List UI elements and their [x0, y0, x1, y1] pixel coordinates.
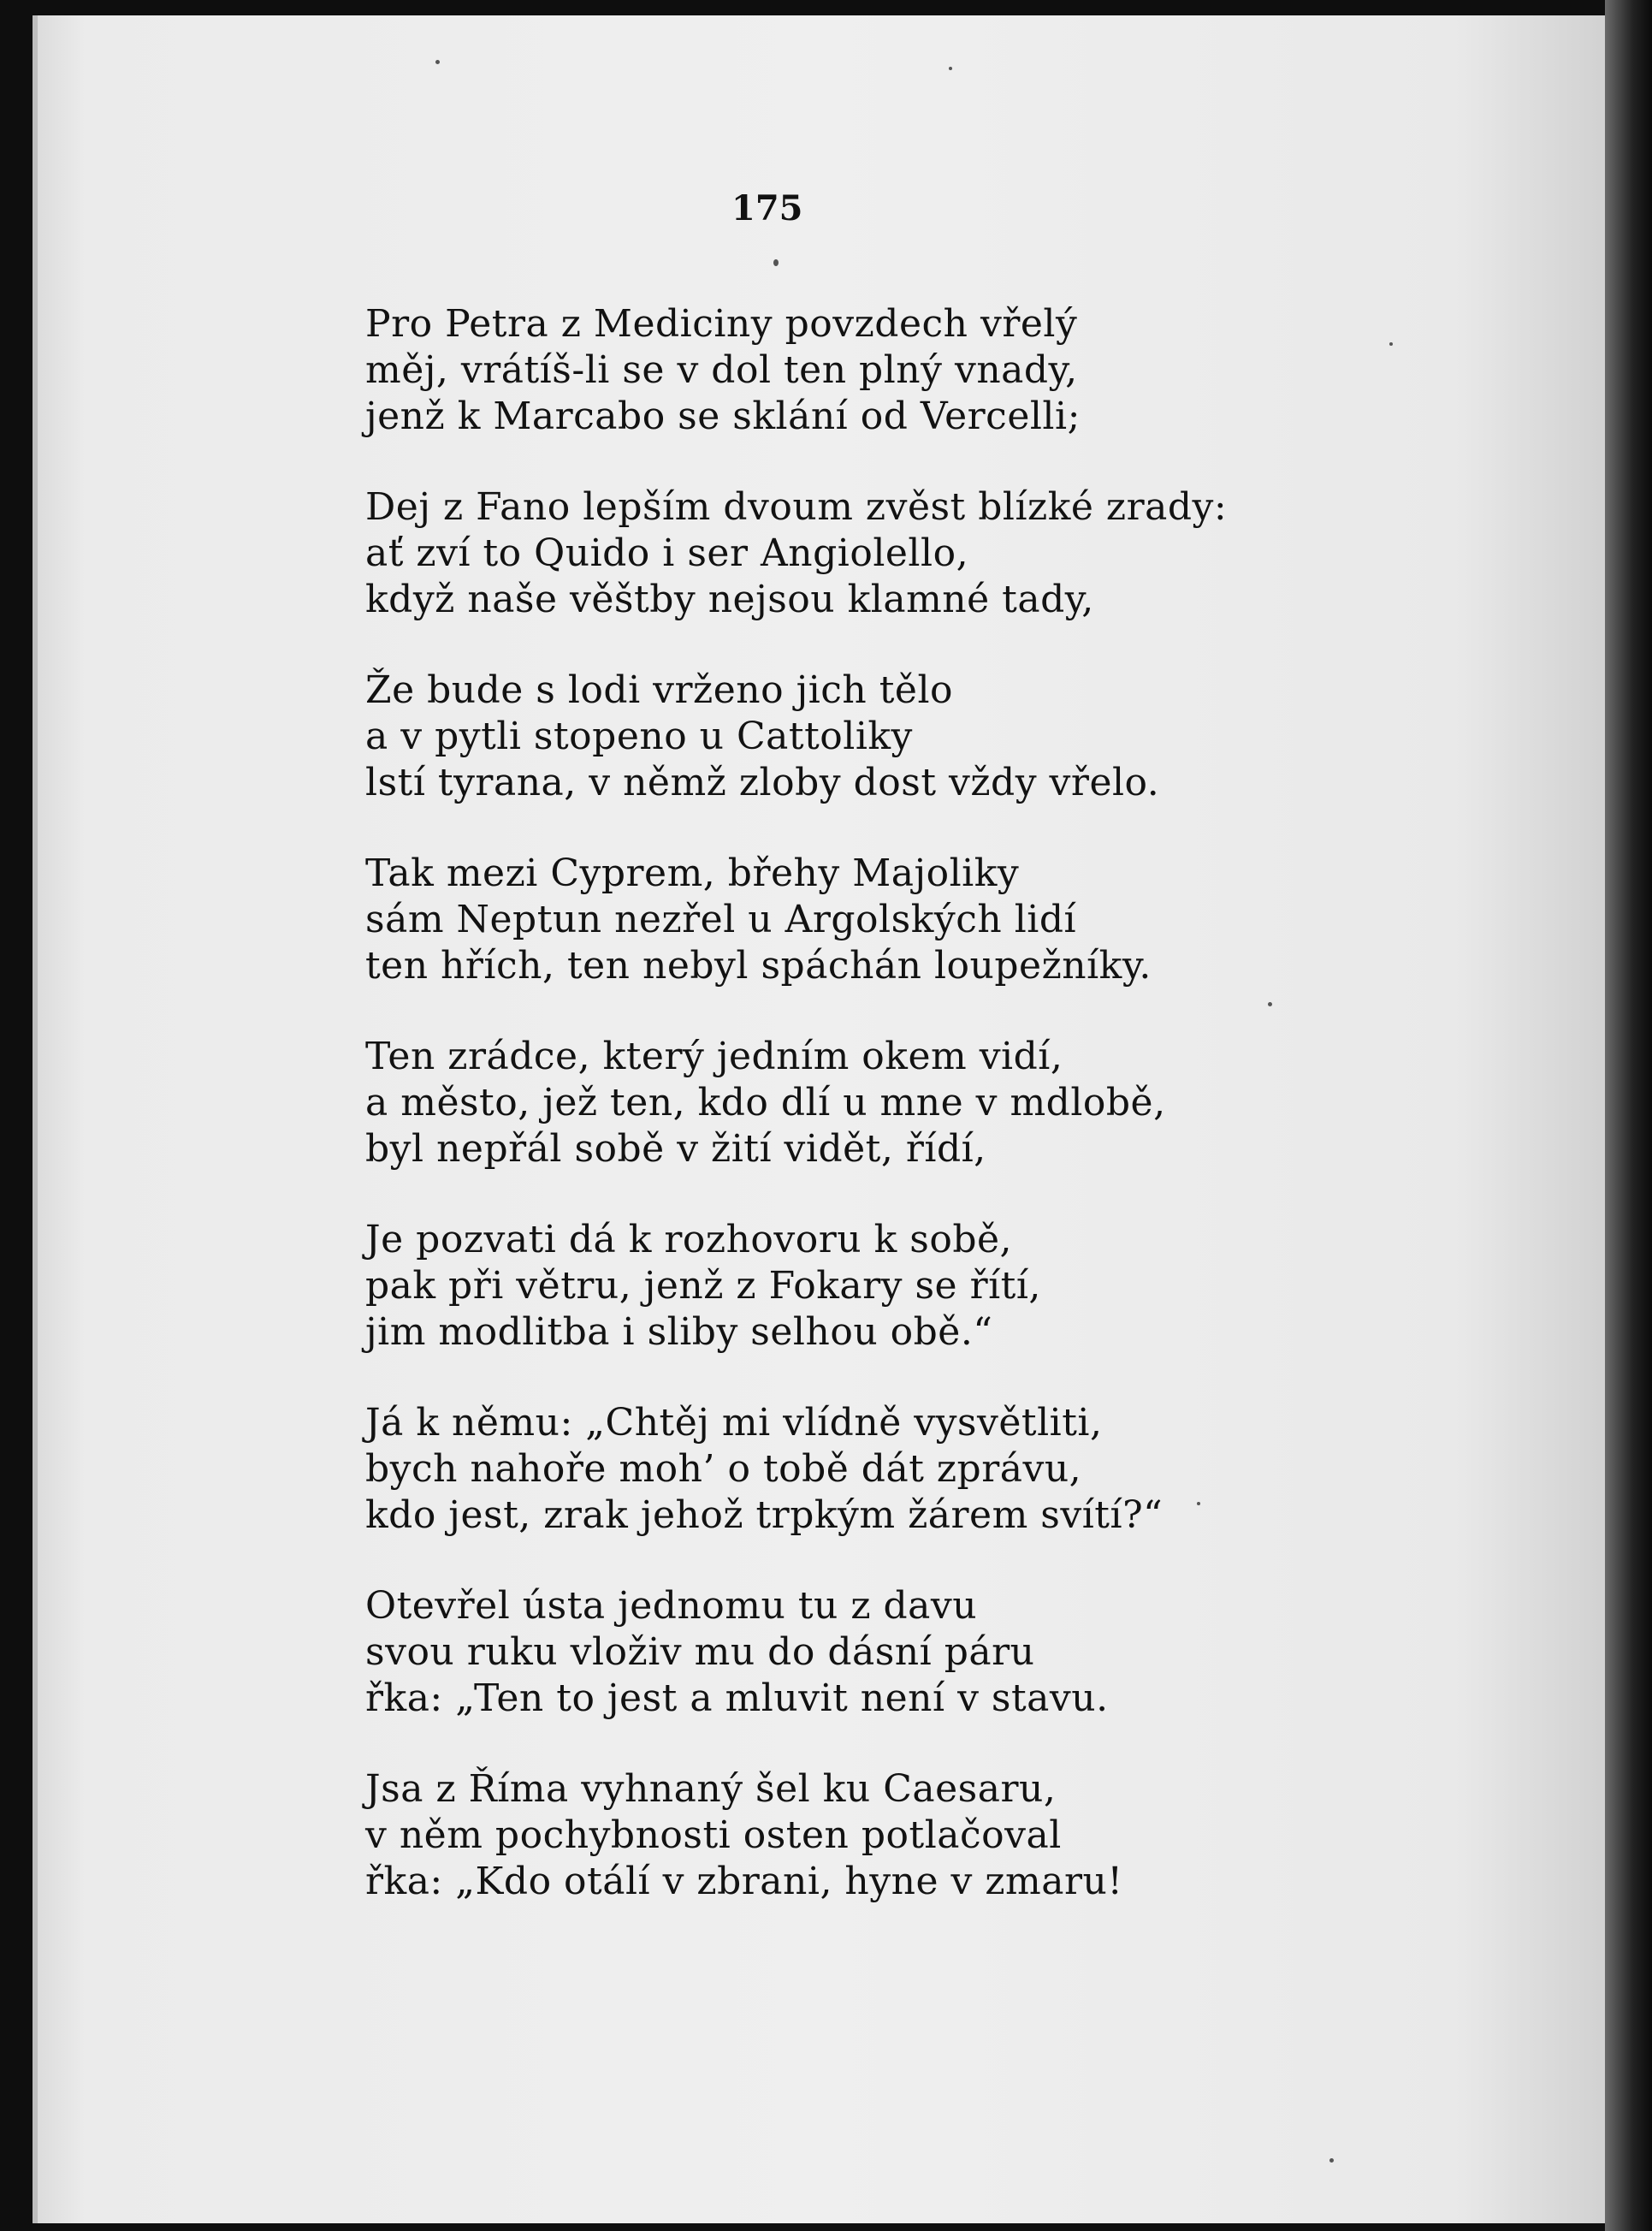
paper-speck — [1329, 2158, 1334, 2163]
stanza — [365, 1400, 1349, 1539]
stanza — [365, 1217, 1349, 1356]
verse-line: Já k němu: „Chtěj mi vlídně vysvětliti, — [365, 1401, 1103, 1445]
verse-line: ten hřích, ten nebyl spáchán loupežníky. — [365, 944, 1152, 988]
verse-line: bych nahoře moh’ o tobě dát zprávu, — [365, 1447, 1082, 1491]
verse-line: jenž k Marcabo se sklání od Vercelli; — [365, 395, 1081, 438]
verse-line: Jsa z Říma vyhnaný šel ku Caesaru, — [365, 1767, 1057, 1811]
stanza — [365, 484, 1349, 623]
page-number: 175 — [731, 188, 803, 228]
verse-line: měj, vrátíš-li se v dol ten plný vnady, — [365, 348, 1078, 392]
verse-line: řka: „Ten to jest a mluvit není v stavu. — [365, 1676, 1109, 1720]
stanza — [365, 1766, 1349, 1905]
verse-line: když naše věštby nejsou klamné tady, — [365, 578, 1094, 621]
verse-line: jim modlitba i sliby selhou obě.“ — [365, 1310, 993, 1354]
poem-body — [365, 301, 1349, 1949]
paper-speck — [773, 259, 779, 266]
verse-line: sám Neptun nezřel u Argolských lidí — [365, 898, 1077, 941]
paper-speck — [435, 60, 440, 64]
paper-speck — [949, 67, 952, 70]
stanza — [365, 851, 1349, 989]
verse-line: Pro Petra z Mediciny povzdech vřelý — [365, 302, 1078, 346]
verse-line: Že bude s lodi vrženo jich tělo — [365, 668, 954, 712]
verse-line: svou ruku vloživ mu do dásní páru — [365, 1630, 1035, 1674]
scan-edge-shadow — [1605, 0, 1652, 2231]
verse-line: Otevřel ústa jednomu tu z davu — [365, 1584, 978, 1628]
verse-line: pak při větru, jenž z Fokary se řítí, — [365, 1264, 1041, 1308]
stanza — [365, 668, 1349, 806]
verse-line: Je pozvati dá k rozhovoru k sobě, — [365, 1218, 1013, 1261]
verse-line: v něm pochybnosti osten potlačoval — [365, 1813, 1062, 1857]
verse-line: Ten zrádce, který jedním okem vidí, — [365, 1035, 1063, 1078]
stanza — [365, 1034, 1349, 1172]
verse-line: a v pytli stopeno u Cattoliky — [365, 715, 913, 758]
verse-line: byl nepřál sobě v žití vidět, řídí, — [365, 1127, 986, 1171]
paper-speck — [1389, 342, 1393, 346]
verse-line: kdo jest, zrak jehož trpkým žárem svítí?“ — [365, 1493, 1164, 1537]
verse-line: lstí tyrana, v němž zloby dost vždy vřelo. — [365, 761, 1160, 804]
verse-line: a město, jež ten, kdo dlí u mne v mdlobě, — [365, 1081, 1166, 1124]
verse-line: ať zví to Quido i ser Angiolello, — [365, 531, 969, 575]
verse-line: Tak mezi Cyprem, břehy Majoliky — [365, 851, 1020, 895]
stanza — [365, 1583, 1349, 1722]
stanza — [365, 301, 1349, 440]
verse-line: řka: „Kdo otálí v zbrani, hyne v zmaru! — [365, 1860, 1123, 1903]
verse-line: Dej z Fano lepším dvoum zvěst blízké zrady: — [365, 485, 1228, 529]
